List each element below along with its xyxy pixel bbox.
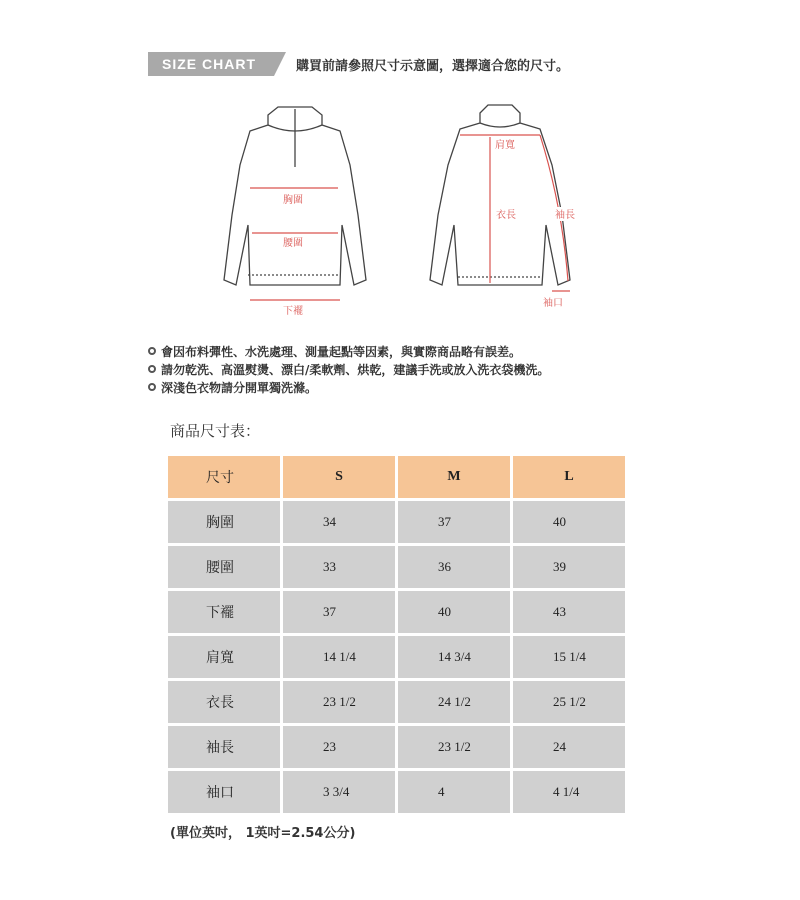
care-note <box>148 360 549 378</box>
back-shirt <box>430 105 570 285</box>
table-cell: 23 1/2 <box>283 681 395 723</box>
size-chart-badge: SIZE CHART <box>148 52 274 76</box>
table-cell: 23 1/2 <box>398 726 510 768</box>
table-cell: 14 1/4 <box>283 636 395 678</box>
size-chart-header <box>148 52 569 76</box>
table-row <box>168 726 625 768</box>
row-label: 袖口 <box>168 771 280 813</box>
shoulder-label: 肩寬 <box>495 140 515 151</box>
chest-label: 胸圍 <box>283 195 303 206</box>
hem-label: 下襬 <box>283 306 303 317</box>
row-label: 肩寬 <box>168 636 280 678</box>
table-cell: 15 1/4 <box>513 636 625 678</box>
table-cell: 14 3/4 <box>398 636 510 678</box>
waist-label: 腰圍 <box>283 238 303 249</box>
table-cell: 24 1/2 <box>398 681 510 723</box>
table-cell: 23 <box>283 726 395 768</box>
care-note-text: 深淺色衣物請分開單獨洗滌。 <box>161 380 318 395</box>
row-label: 下襬 <box>168 591 280 633</box>
table-row <box>168 501 625 543</box>
bullet-icon <box>148 383 156 391</box>
sleeve-label: 袖長 <box>555 210 575 221</box>
unit-note: (單位英吋， 1英吋=2.54公分) <box>170 826 356 841</box>
table-cell: 37 <box>398 501 510 543</box>
header-cell: S <box>283 456 395 498</box>
table-row <box>168 636 625 678</box>
header-cell: L <box>513 456 625 498</box>
table-cell: 25 1/2 <box>513 681 625 723</box>
bullet-icon <box>148 365 156 373</box>
size-table <box>165 453 628 816</box>
bullet-icon <box>148 347 156 355</box>
header-cell: M <box>398 456 510 498</box>
table-cell: 43 <box>513 591 625 633</box>
row-label: 袖長 <box>168 726 280 768</box>
table-row <box>168 546 625 588</box>
care-note <box>148 342 549 360</box>
length-label: 衣長 <box>496 210 516 221</box>
garment-diagram <box>190 95 610 325</box>
table-cell: 4 <box>398 771 510 813</box>
table-cell: 39 <box>513 546 625 588</box>
table-cell: 33 <box>283 546 395 588</box>
table-cell: 37 <box>283 591 395 633</box>
care-note-text: 會因布料彈性、水洗處理、測量起點等因素，與實際商品略有誤差。 <box>161 344 522 359</box>
table-cell: 40 <box>513 501 625 543</box>
table-cell: 3 3/4 <box>283 771 395 813</box>
header-cell: 尺寸 <box>168 456 280 498</box>
size-table-title: 商品尺寸表： <box>170 422 261 440</box>
table-row <box>168 681 625 723</box>
header-instruction: 購買前請參照尺寸示意圖，選擇適合您的尺寸。 <box>296 58 570 74</box>
care-notes <box>148 342 549 396</box>
row-label: 衣長 <box>168 681 280 723</box>
table-row <box>168 771 625 813</box>
row-label: 腰圍 <box>168 546 280 588</box>
cuff-label: 袖口 <box>543 298 563 309</box>
table-cell: 34 <box>283 501 395 543</box>
row-label: 胸圍 <box>168 501 280 543</box>
table-header-row <box>168 456 625 498</box>
table-row <box>168 591 625 633</box>
table-cell: 36 <box>398 546 510 588</box>
table-cell: 4 1/4 <box>513 771 625 813</box>
table-cell: 24 <box>513 726 625 768</box>
table-cell: 40 <box>398 591 510 633</box>
care-note <box>148 378 549 396</box>
care-note-text: 請勿乾洗、高溫熨燙、漂白/柔軟劑、烘乾，建議手洗或放入洗衣袋機洗。 <box>161 362 550 377</box>
